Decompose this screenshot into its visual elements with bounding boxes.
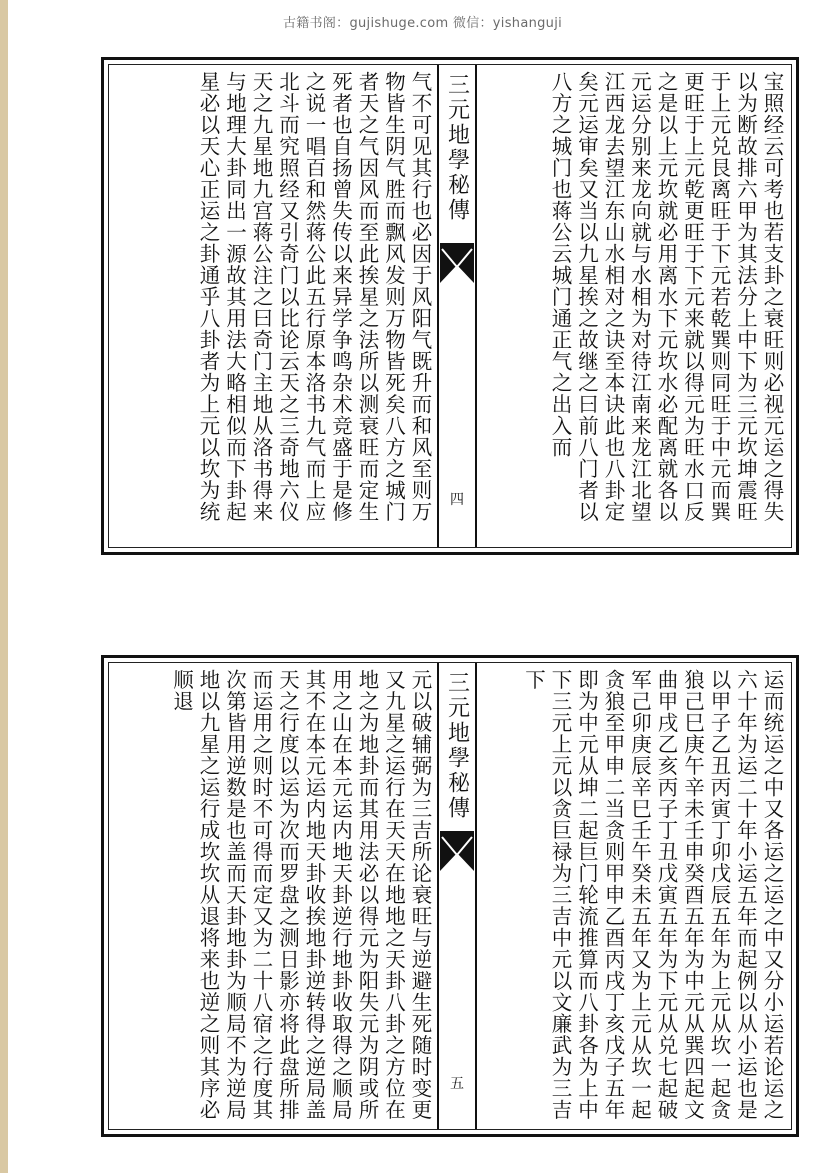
- scan-sheet: [8, 0, 837, 1173]
- page-frame: [108, 662, 792, 1130]
- left-half-text: 元以破辅弼为三吉所论衰旺与逆避生死随时变更又九星之运行在天天在地地之天卦八卦之方位在地之为地卦而其用法必以得元为阳失元为阴或所用之山在本元运内地天卦逆行地卦收取得之顺局其不在本元运内地天卦收挨地卦逆转得之逆局盖天之行度以运为次而罗盘之测日影亦将此盘所排而运用之则时不可得而定又为二十八宿之行度其次第皆用逆数是也盖而天卦地卦为顺局不为逆局地以九星之运行成坎坎从退将来也逆之则其序必顺退: [169, 669, 432, 1121]
- page-frame: [108, 64, 792, 548]
- right-half-text: 运而统运之中又各运之运之中又分小运若论运之六十年为运二十年小运五年而起例以从小运也是以甲子乙丑丙寅丁卯戊辰五年为上元从坎一起贪狼己巳庚午辛未壬申癸酉五年为中元从巽四起文曲甲戌乙亥丙子丁丑戊寅五年为下元从兑七起破军己卯庚辰辛巳壬午癸未五年又为上元从坎一起贪狼至甲申二当贪则甲申乙酉丙戌丁亥戊子五年即为中元从坤二起巨门轮流推算而八卦各为上中下三元上元以贪巨禄为三吉中元以文廉武为三吉下: [521, 669, 784, 1121]
- page-four: [101, 57, 799, 555]
- fishtail-ornament-icon: [440, 831, 474, 871]
- right-half-text: 宝照经云可考也若支卦之衰旺则必视元运之得失以为断故排六甲为其法分上中下为三元坎坤震旺于上元兑艮离旺于下元若乾巽则同旺于中元而巽更旺于上元乾更旺于下元来就以得元为旺水口反之是以上元坎就必用离水下元坎水必配离就各以元运分别来龙向就与水相为对待江南来龙江北望江西龙去望江东山水相对之诀至本诀此也八卦定矣元运审矣又当以九星挨之故继之曰前八门者以八方之城门也蒋公云城门通正气之出入而: [548, 71, 784, 523]
- left-half-text: 气不可见其行也必因于风阳气既升而和风至则万物皆生阴气胜而飘风发则万物皆死矣八方之城门者天之气因风而至此挨星之法所以测衰旺而定生死者也自扬曾失传以来异学争鸣杂术竞盛于是修之说一唱百和然蒋公此五行原本洛书九气而上应北斗而究照经又引奇门以比论云天之三奇地六仪天之九星地九宫蒋公注之曰奇门主地从洛书得来与地理大卦同出一源故其用法大略相似而下卦起星必以天心正运之卦通乎八卦者为上元以坎为统: [196, 71, 432, 523]
- book-title: 三元地學秘傳: [444, 671, 470, 821]
- watermark: 古籍书阁：gujishuge.com 微信：yishanguji: [282, 16, 563, 31]
- page-number: 五: [450, 1076, 464, 1092]
- center-gutter: [437, 65, 477, 547]
- page-number: 四: [450, 492, 464, 508]
- center-gutter: [437, 663, 477, 1129]
- page-five: [101, 655, 799, 1137]
- fishtail-ornament-icon: [440, 243, 474, 283]
- book-title: 三元地學秘傳: [444, 73, 470, 223]
